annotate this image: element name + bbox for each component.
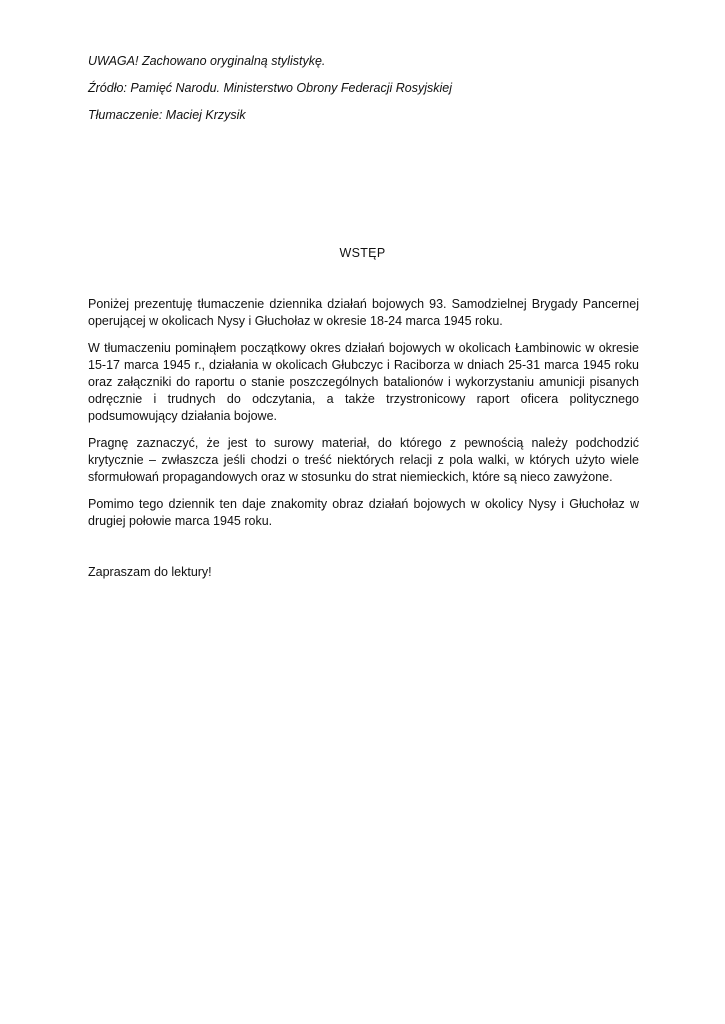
closing-invitation: Zapraszam do lektury! [88, 565, 212, 579]
document-body [88, 296, 639, 591]
paragraph-intro: Poniżej prezentuję tłumaczenie dziennika działań bojowych 93. Samodzielnej Brygady Pancernej operującej w okolicach Nysy i Głuchołaz w okresie 18-24 marca 1945 roku. [88, 297, 639, 328]
source-line: Źródło: Pamięć Narodu. Ministerstwo Obrony Federacji Rosyjskiej [88, 81, 453, 95]
paragraph-summary: Pomimo tego dziennik ten daje znakomity obraz działań bojowych w okolicy Nysy i Głuchołaz w drugiej połowie marca 1945 roku. [88, 497, 639, 528]
style-note: UWAGA! Zachowano oryginalną stylistykę. [88, 54, 326, 68]
paragraph-omissions: W tłumaczeniu pominąłem początkowy okres działań bojowych w okolicach Łambinowic w okresie 15-17 marca 1945 r., działania w okolicach Głubczyc i Raciborza w dniach 25-31 marca 1945 roku oraz załączniki do raportu o stanie poszczególnych batalionów i wykorzystaniu amunicji pisanych odręcznie i trudnych do odczytania, a także trzystronicowy raport oficera politycznego podsumowujący działania bojowe. [88, 341, 639, 423]
translator-line: Tłumaczenie: Maciej Krzysik [88, 108, 246, 122]
page-title: WSTĘP [339, 246, 386, 260]
paragraph-caveat: Pragnę zaznaczyć, że jest to surowy materiał, do którego z pewnością należy podchodzić krytycznie – zwłaszcza jeśli chodzi o treść niektórych relacji z pola walki, w których użyto wiele sformułowań propagandowych oraz w stosunku do strat niemieckich, które są nieco zawyżone. [88, 436, 639, 484]
